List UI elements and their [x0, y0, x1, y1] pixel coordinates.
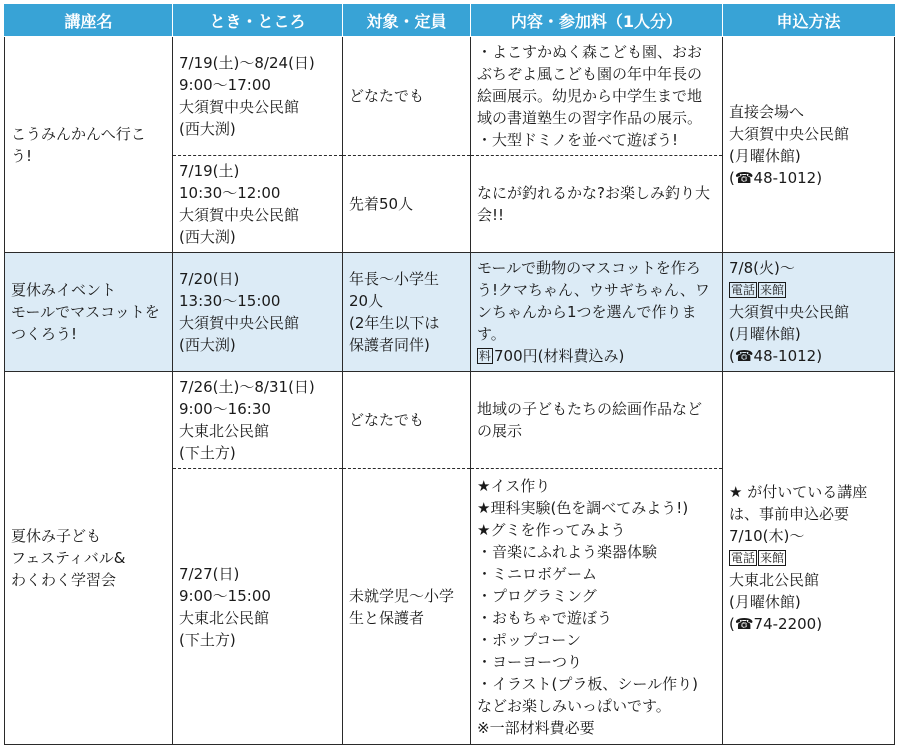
header-time-place: とき・ところ	[173, 4, 343, 37]
target-cell: 先着50人	[343, 156, 471, 253]
course-name: 夏休みイベント モールでマスコットを つくろう!	[5, 253, 173, 372]
content-cell: ・よこすかぬく森こども園、おおぶちぞよ風こども園の年中年長の絵画展示。幼児から中学生まで地域の書道塾生の習字作品の展示。 ・大型ドミノを並べて遊ぼう!	[471, 37, 723, 156]
apply-cell: 直接会場へ 大須賀中央公民館 (月曜休館) (☎48-1012)	[723, 37, 895, 253]
content-cell: 地域の子どもたちの絵画作品などの展示	[471, 372, 723, 469]
tel-badge: 電話	[731, 283, 756, 297]
content-cell: モールで動物のマスコットを作ろう!クマちゃん、ウサギちゃん、ワンちゃんから1つを選んで作ります。 料 700円(材料費込み)	[471, 253, 723, 372]
fee-badge: 料	[479, 349, 492, 363]
time-place-cell: 7/26(土)～8/31(日) 9:00～16:30 大東北公民館 (下土方)	[173, 372, 343, 469]
visit-badge: 来館	[760, 551, 785, 565]
target-cell: 年長～小学生 20人 (2年生以下は 保護者同伴)	[343, 253, 471, 372]
table-header-row	[5, 4, 895, 37]
target-cell: どなたでも	[343, 37, 471, 156]
event-table	[4, 4, 895, 745]
visit-badge: 来館	[760, 283, 785, 297]
target-cell: 未就学児～小学 生と保護者	[343, 469, 471, 745]
apply-cell: 7/8(火)～ 電話 来館 大須賀中央公民館 (月曜休館) (☎48-1012)	[723, 253, 895, 372]
table-row	[5, 253, 895, 372]
apply-cell: ★ が付いている講座 は、事前申込必要 7/10(木)～ 電話 来館 大東北公民館 (月曜休館) (☎74-2200)	[723, 372, 895, 745]
header-content: 内容・参加料（1人分）	[471, 4, 723, 37]
header-course: 講座名	[5, 4, 173, 37]
course-name: 夏休み子ども フェスティバル& わくわく学習会	[5, 372, 173, 745]
content-cell: ★イス作り ★理科実験(色を調べてみよう!) ★グミを作ってみよう ・音楽にふれよう楽器体験 ・ミニロボゲーム ・プログラミング ・おもちゃで遊ぼう ・ポップコーン ・ヨーヨーつり ・イラスト(プラ板、シール作り) などお楽しみいっぱいです。 ※一部材料費必要	[471, 469, 723, 745]
course-name: こうみんかんへ行こう!	[5, 37, 173, 253]
target-cell: どなたでも	[343, 372, 471, 469]
header-target: 対象・定員	[343, 4, 471, 37]
table-row	[5, 37, 895, 156]
time-place-cell: 7/27(日) 9:00～15:00 大東北公民館 (下土方)	[173, 469, 343, 745]
time-place-cell: 7/20(日) 13:30～15:00 大須賀中央公民館 (西大渕)	[173, 253, 343, 372]
content-cell: なにが釣れるかな?お楽しみ釣り大会!!	[471, 156, 723, 253]
table-row	[5, 372, 895, 469]
header-apply: 申込方法	[723, 4, 895, 37]
time-place-cell: 7/19(土)～8/24(日) 9:00～17:00 大須賀中央公民館 (西大渕)	[173, 37, 343, 156]
fee-text: 700円(材料費込み)	[494, 347, 625, 365]
time-place-cell: 7/19(土) 10:30～12:00 大須賀中央公民館 (西大渕)	[173, 156, 343, 253]
tel-badge: 電話	[731, 551, 756, 565]
